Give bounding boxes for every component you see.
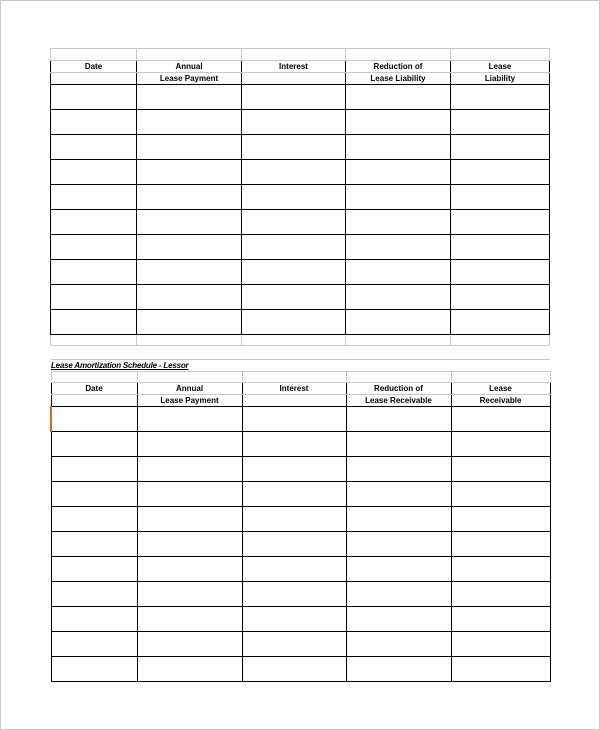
table-row — [51, 557, 550, 582]
header-reduction[interactable]: Reduction of — [346, 383, 451, 395]
header-lease-receivable[interactable]: Lease Receivable — [346, 395, 451, 407]
table-row — [51, 632, 550, 657]
table-row — [51, 607, 550, 632]
header-lease[interactable]: Lease — [451, 61, 550, 73]
section-title[interactable]: Lease Amortization Schedule - Lessor — [51, 360, 346, 372]
table-row — [51, 135, 550, 160]
table-row — [51, 432, 550, 457]
table-row — [51, 657, 550, 682]
table-row — [51, 260, 550, 285]
table-row — [51, 532, 550, 557]
header-date-2[interactable] — [51, 395, 137, 407]
header-receivable[interactable]: Receivable — [451, 395, 550, 407]
header-lease-liability[interactable]: Lease Liability — [346, 73, 451, 85]
table-row — [51, 582, 550, 607]
header-date[interactable]: Date — [51, 61, 137, 73]
header-lease[interactable]: Lease — [451, 383, 550, 395]
header-reduction[interactable]: Reduction of — [346, 61, 451, 73]
header-row — [51, 383, 550, 395]
table-row — [51, 285, 550, 310]
header-interest[interactable]: Interest — [242, 383, 346, 395]
header-liability[interactable]: Liability — [451, 73, 550, 85]
blank-row — [51, 49, 550, 61]
table-row — [51, 110, 550, 135]
section-title-row — [51, 360, 550, 372]
selected-cell[interactable] — [51, 407, 137, 432]
lessor-schedule-table — [50, 359, 551, 682]
spreadsheet — [50, 48, 549, 346]
table-row — [51, 407, 550, 432]
table-row — [51, 482, 550, 507]
header-date-2[interactable] — [51, 73, 137, 85]
header-row — [51, 61, 550, 73]
table-row — [51, 160, 550, 185]
table-row — [51, 310, 550, 335]
header-annual[interactable]: Annual — [137, 61, 242, 73]
spreadsheet-lessor — [50, 359, 549, 682]
header-interest-2[interactable] — [242, 73, 346, 85]
lessee-schedule-table — [50, 48, 550, 346]
header-annual[interactable]: Annual — [137, 383, 242, 395]
header-lease-payment[interactable]: Lease Payment — [137, 73, 242, 85]
header-row — [51, 73, 550, 85]
header-date[interactable]: Date — [51, 383, 137, 395]
table-row — [51, 507, 550, 532]
table-row — [51, 235, 550, 260]
header-interest[interactable]: Interest — [242, 61, 346, 73]
header-row — [51, 395, 550, 407]
table-row — [51, 185, 550, 210]
header-lease-payment[interactable]: Lease Payment — [137, 395, 242, 407]
spacer-row — [51, 372, 550, 383]
table-row — [51, 210, 550, 235]
header-interest-2[interactable] — [242, 395, 346, 407]
table-row — [51, 457, 550, 482]
spacer-row — [51, 335, 550, 346]
table-row — [51, 85, 550, 110]
